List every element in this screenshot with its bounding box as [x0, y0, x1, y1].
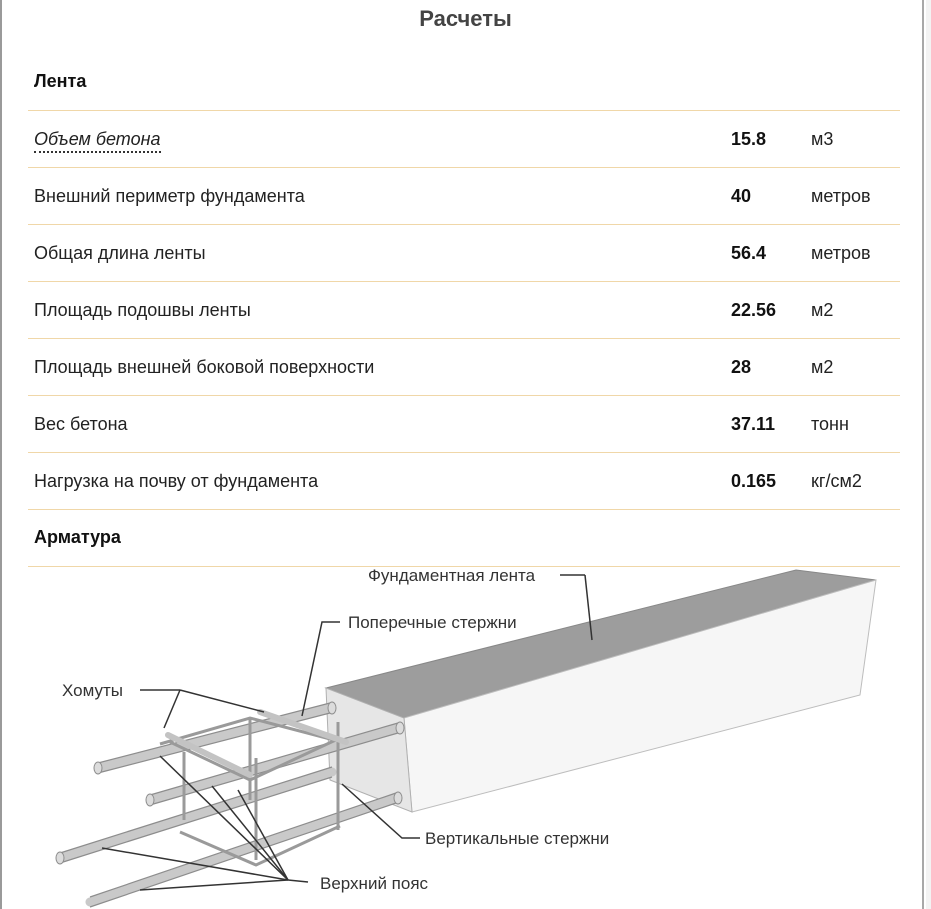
- section-title-rebar: Арматура: [34, 527, 121, 547]
- section-title-tape: Лента: [34, 71, 87, 91]
- row-unit: м2: [811, 300, 834, 320]
- row-unit: м3: [811, 129, 834, 149]
- row-divider: [28, 509, 900, 510]
- row-unit: метров: [811, 186, 871, 206]
- label-foundation-strip: Фундаментная лента: [368, 566, 536, 585]
- row-unit: м2: [811, 357, 834, 377]
- result-row-total-length: [28, 224, 900, 282]
- row-unit: тонн: [811, 414, 849, 434]
- row-label: Общая длина ленты: [34, 243, 206, 263]
- row-value: 56.4: [731, 243, 767, 263]
- row-value: 15.8: [731, 129, 767, 149]
- label-cross-bars: Поперечные стержни: [348, 613, 517, 632]
- result-row-base-area: [28, 281, 900, 339]
- label-clamps: Хомуты: [62, 681, 123, 700]
- row-label: Внешний периметр фундамента: [34, 186, 305, 206]
- result-row-concrete-weight: [28, 395, 900, 453]
- row-label: Площадь подошвы ленты: [34, 300, 251, 320]
- row-label-tooltip-trigger[interactable]: Объем бетона: [34, 129, 161, 153]
- label-top-belt: Верхний пояс: [320, 874, 429, 893]
- result-row-outer-side-area: [28, 338, 900, 396]
- row-label: Вес бетона: [34, 414, 128, 434]
- result-row-concrete-volume: [28, 110, 900, 168]
- row-unit: метров: [811, 243, 871, 263]
- row-value: 37.11: [731, 414, 776, 434]
- result-row-outer-perimeter: [28, 167, 900, 225]
- row-unit: кг/см2: [811, 471, 862, 491]
- row-label: Нагрузка на почву от фундамента: [34, 471, 319, 491]
- row-value: 22.56: [731, 300, 777, 320]
- row-label: Площадь внешней боковой поверхности: [34, 357, 375, 377]
- row-value: 0.165: [731, 471, 777, 491]
- row-value: 28: [731, 357, 752, 377]
- result-row-soil-load: [28, 452, 900, 510]
- page-title: Расчеты: [419, 6, 512, 31]
- rebar-diagram: [0, 560, 931, 909]
- row-value: 40: [731, 186, 752, 206]
- label-vertical-bars: Вертикальные стержни: [425, 829, 610, 848]
